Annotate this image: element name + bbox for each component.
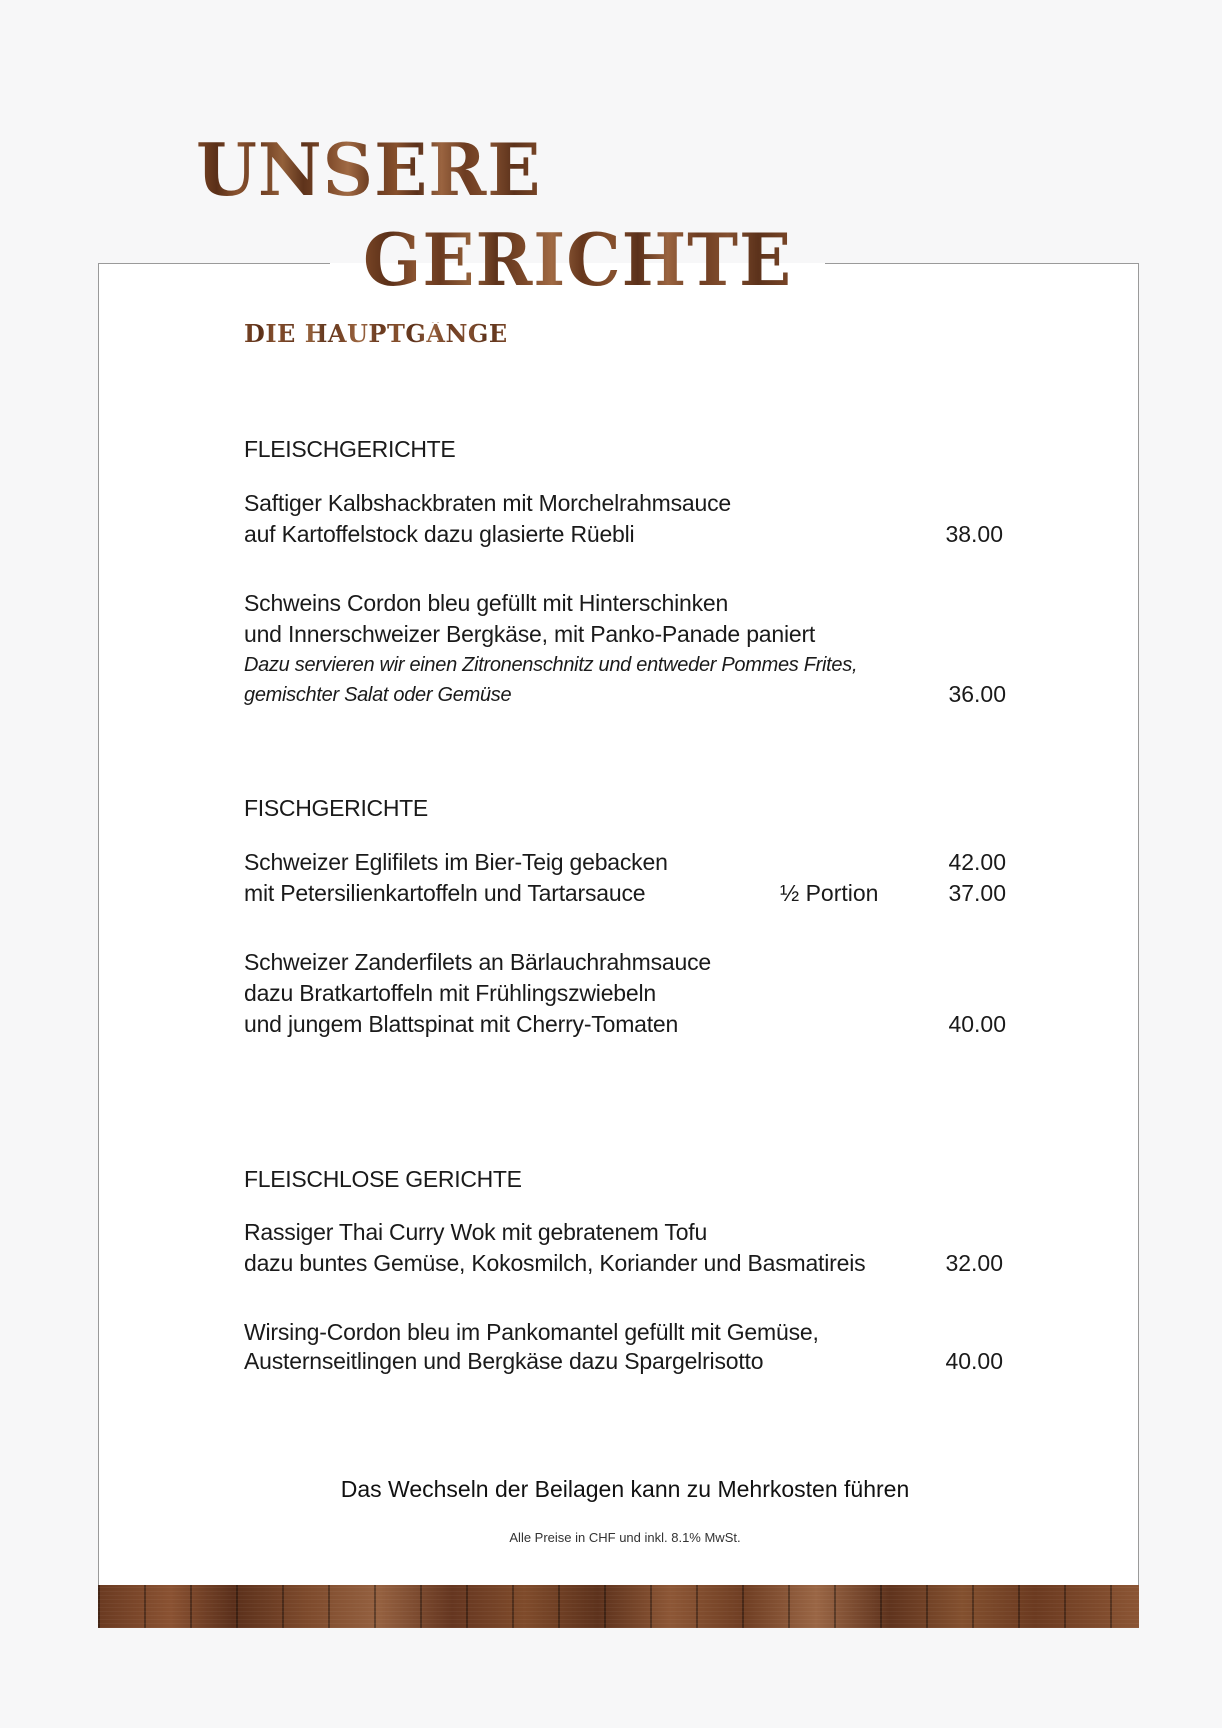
menu-item-line: Schweins Cordon bleu gefüllt mit Hinterschinken	[244, 590, 729, 616]
menu-item-price: 32.00	[945, 1250, 1003, 1276]
menu-item-line: Saftiger Kalbshackbraten mit Morchelrahmsauce	[244, 490, 732, 516]
wood-footer-strip	[98, 1585, 1139, 1628]
menu-item-price: 38.00	[945, 521, 1003, 547]
menu-item-line: und Innerschweizer Bergkäse, mit Panko-Panade paniert	[244, 621, 816, 647]
tax-info: Alle Preise in CHF und inkl. 8.1% MwSt.	[509, 1530, 741, 1545]
menu-item-price: 36.00	[948, 681, 1006, 707]
menu-item-line: Schweizer Zanderfilets an Bärlauchrahmsauce	[244, 949, 711, 975]
half-portion-label: ½ Portion	[780, 880, 879, 906]
menu-item-note: gemischter Salat oder Gemüse	[244, 684, 512, 706]
side-dish-note: Das Wechseln der Beilagen kann zu Mehrkosten führen	[340, 1476, 910, 1502]
menu-item-line: Schweizer Eglifilets im Bier-Teig gebacken	[244, 849, 668, 875]
page-title-line-1: UNSERE	[196, 127, 542, 212]
half-portion-price: 37.00	[948, 880, 1006, 906]
menu-item-line: auf Kartoffelstock dazu glasierte Rüebli	[244, 521, 635, 547]
frame-top-line-right	[825, 263, 1139, 264]
menu-item-line: Austernseitlingen und Bergkäse dazu Spargelrisotto	[244, 1348, 764, 1374]
section-heading-vegetarian: FLEISCHLOSE GERICHTE	[244, 1166, 522, 1192]
menu-item-price: 42.00	[948, 849, 1006, 875]
menu-item-line: und jungem Blattspinat mit Cherry-Tomaten	[244, 1011, 679, 1037]
menu-item-line: dazu buntes Gemüse, Kokosmilch, Koriander und Basmatireis	[244, 1250, 866, 1276]
menu-item-line: mit Petersilienkartoffeln und Tartarsauce	[244, 880, 646, 906]
menu-item-note: Dazu servieren wir einen Zitronenschnitz und entweder Pommes Frites,	[244, 654, 858, 676]
menu-item-price: 40.00	[945, 1348, 1003, 1374]
section-heading-fish: FISCHGERICHTE	[244, 795, 428, 821]
section-heading-meat: FLEISCHGERICHTE	[244, 436, 456, 462]
menu-item-line: Rassiger Thai Curry Wok mit gebratenem Tofu	[244, 1219, 708, 1245]
menu-item-line: Wirsing-Cordon bleu im Pankomantel gefüllt mit Gemüse,	[244, 1319, 819, 1345]
page-title-line-2: GERICHTE	[363, 217, 793, 302]
menu-frame	[98, 263, 1139, 1628]
page-subtitle: DIE HAUPTGÄNGE	[244, 319, 508, 348]
frame-top-line-left	[98, 263, 330, 264]
menu-item-line: dazu Bratkartoffeln mit Frühlingszwiebeln	[244, 980, 656, 1006]
menu-item-price: 40.00	[948, 1011, 1006, 1037]
